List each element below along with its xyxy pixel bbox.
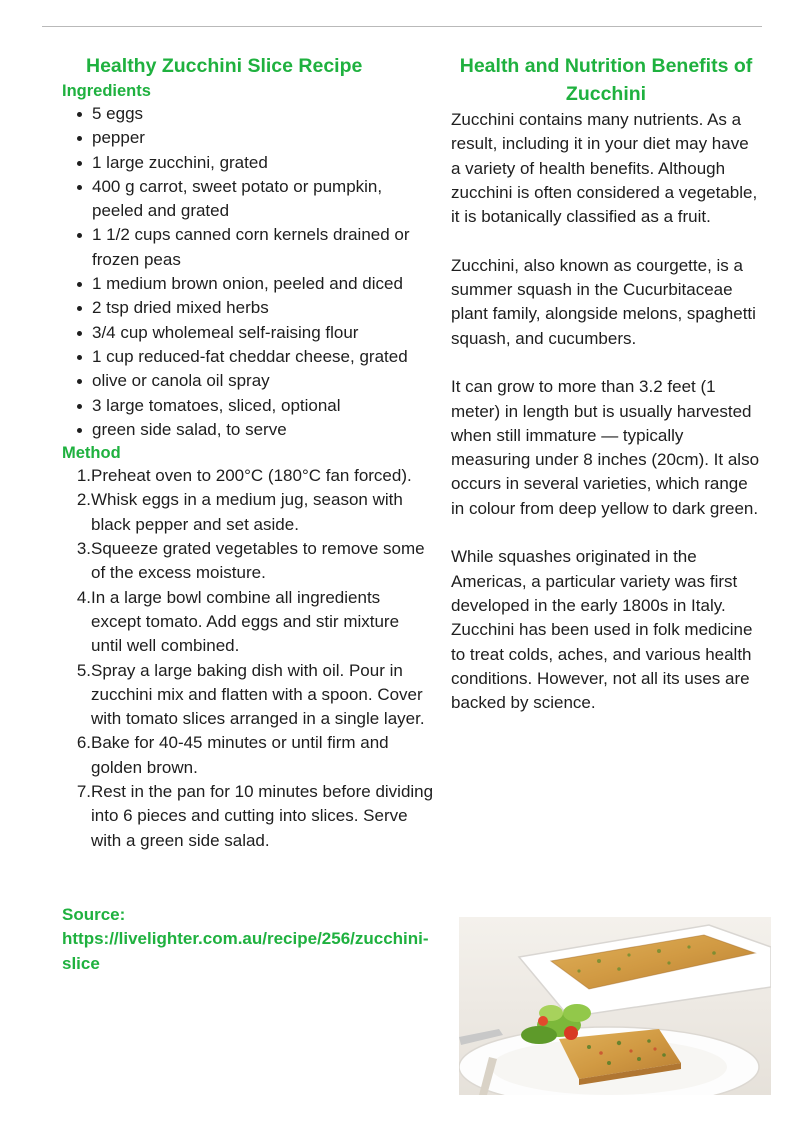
source-link[interactable]: https://livelighter.com.au/recipe/256/zucchini-slice <box>62 929 429 973</box>
ingredient-item: 3 large tomatoes, sliced, optional <box>75 394 434 418</box>
zucchini-slice-photo <box>459 917 771 1095</box>
method-step <box>74 659 434 732</box>
step-text: Squeeze grated vegetables to remove some of the excess moisture. <box>91 539 425 583</box>
health-paragraph: While squashes originated in the Americas, a particular variety was first developed in the early 1800s in Italy. Zucchini has been used in folk medicine to treat colds, aches, and various health conditions. However, not all its uses are backed by science. <box>451 547 753 713</box>
method-step <box>74 780 434 853</box>
ingredients-list <box>62 102 434 442</box>
recipe-column <box>62 52 434 976</box>
step-number: 2. <box>76 490 91 510</box>
step-text: Rest in the pan for 10 minutes before dividing into 6 pieces and cutting into slices. Serve with a green side salad. <box>91 782 434 850</box>
step-number: 4. <box>76 587 91 607</box>
ingredient-item: 1 cup reduced-fat cheddar cheese, grated <box>75 345 434 369</box>
health-paragraph: Zucchini, also known as courgette, is a summer squash in the Cucurbitaceae plant family, alongside melons, spaghetti squash, and cucumbers. <box>451 255 756 348</box>
source-label: Source: <box>62 904 126 924</box>
ingredient-item: green side salad, to serve <box>75 418 434 442</box>
health-paragraph: It can grow to more than 3.2 feet (1 meter) in length but is usually harvested when still immature — typically measuring under 8 inches (20cm). It also occurs in several varieties, which range in colour from deep yellow to dark green. <box>451 377 760 518</box>
step-text: Spray a large baking dish with oil. Pour in zucchini mix and flatten with a spoon. Cover with tomato slices arranged in a single layer. <box>91 660 425 729</box>
ingredient-item: 3/4 cup wholemeal self-raising flour <box>75 321 434 345</box>
step-number: 5. <box>76 660 91 680</box>
method-list <box>62 464 434 853</box>
source-block <box>62 903 434 976</box>
ingredient-item: 400 g carrot, sweet potato or pumpkin, peeled and grated <box>75 175 434 224</box>
ingredients-heading: Ingredients <box>62 82 151 100</box>
health-title: Health and Nutrition Benefits of Zucchini <box>459 55 753 105</box>
method-step <box>74 488 434 537</box>
step-text: In a large bowl combine all ingredients except tomato. Add eggs and stir mixture until well combined. <box>91 587 400 656</box>
method-step <box>74 586 434 659</box>
recipe-title: Healthy Zucchini Slice Recipe <box>86 55 363 77</box>
step-number: 7. <box>76 782 91 802</box>
step-number: 3. <box>76 539 91 559</box>
ingredient-item: 1 1/2 cups canned corn kernels drained or frozen peas <box>75 223 434 272</box>
method-step <box>74 464 434 488</box>
step-text: Whisk eggs in a medium jug, season with black pepper and set aside. <box>91 490 403 534</box>
method-heading: Method <box>62 444 121 463</box>
step-text: Bake for 40-45 minutes or until firm and golden brown. <box>91 733 389 777</box>
ingredient-item: 2 tsp dried mixed herbs <box>75 296 434 320</box>
ingredient-item: 5 eggs <box>75 102 434 126</box>
method-step <box>74 537 434 586</box>
ingredient-item: pepper <box>75 126 434 150</box>
health-paragraph: Zucchini contains many nutrients. As a result, including it in your diet may have a variety of health benefits. Although zucchini is often considered a vegetable, it is botanically classified as a fruit. <box>451 110 758 227</box>
health-column <box>451 52 761 740</box>
step-number: 1. <box>76 466 91 486</box>
ingredient-item: olive or canola oil spray <box>75 369 434 393</box>
ingredient-item: 1 large zucchini, grated <box>75 151 434 175</box>
method-step <box>74 731 434 780</box>
step-text: Preheat oven to 200°C (180°C fan forced). <box>91 466 412 486</box>
top-divider <box>42 26 762 27</box>
step-number: 6. <box>76 733 91 753</box>
ingredient-item: 1 medium brown onion, peeled and diced <box>75 272 434 296</box>
